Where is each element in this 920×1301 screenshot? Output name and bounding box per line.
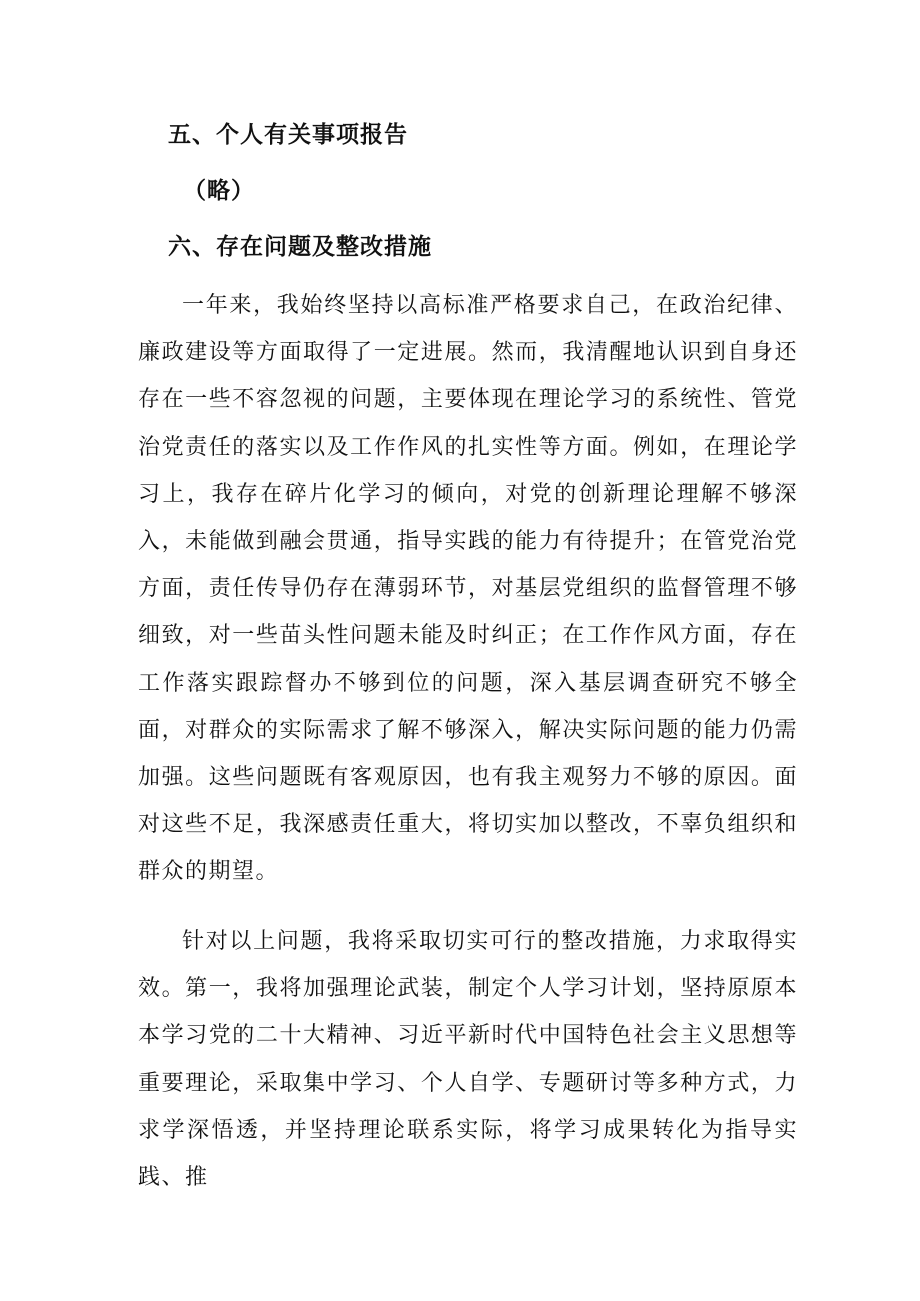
section-6-heading: 六、存在问题及整改措施 xyxy=(168,233,432,260)
section-5-omitted-note: （略） xyxy=(183,177,255,204)
section-5-heading: 五、个人有关事项报告 xyxy=(168,121,408,148)
paragraph-measures: 针对以上问题，我将采取切实可行的整改措施，力求取得实效。第一，我将加强理论武装，制定个人学习计划，坚持原原本本学习党的二十大精神、习近平新时代中国特色社会主义思想等重要理论，采取集中学习、个人自学、专题研讨等多种方式，力求学深悟透，并坚持理论联系实际，将学习成果转化为指导实践、推 xyxy=(138,929,798,1191)
paragraph-problems: 一年来，我始终坚持以高标准严格要求自己，在政治纪律、廉政建设等方面取得了一定进展。然而，我清醒地认识到自身还存在一些不容忽视的问题，主要体现在理论学习的系统性、管党治党责任的落实以及工作作风的扎实性等方面。例如，在理论学习上，我存在碎片化学习的倾向，对党的创新理论理解不够深入，未能做到融会贯通，指导实践的能力有待提升；在管党治党方面，责任传导仍存在薄弱环节，对基层党组织的监督管理不够细致，对一些苗头性问题未能及时纠正；在工作作风方面，存在工作落实跟踪督办不够到位的问题，深入基层调查研究不够全面，对群众的实际需求了解不够深入，解决实际问题的能力仍需加强。这些问题既有客观原因，也有我主观努力不够的原因。面对这些不足，我深感责任重大，将切实加以整改，不辜负组织和群众的期望。 xyxy=(138,293,798,885)
